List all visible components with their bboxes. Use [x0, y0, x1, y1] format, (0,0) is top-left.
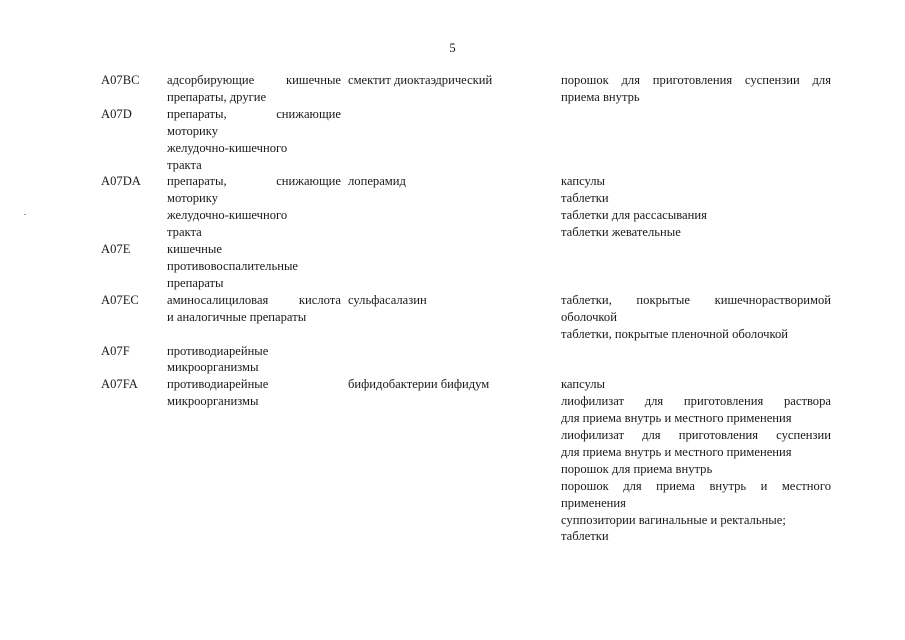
dosage-form-line: оболочкой — [561, 309, 617, 324]
table-row — [101, 106, 841, 174]
table-row — [101, 173, 841, 241]
dosage-form-line: таблетки для рассасывания — [561, 208, 707, 223]
pharmacological-group — [167, 72, 341, 106]
active-substance: смектит диоктаэдрический — [348, 73, 493, 87]
group-line: моторику — [167, 191, 219, 206]
group-line: препараты, снижающие — [167, 106, 341, 121]
atc-code: A07BC — [101, 73, 140, 87]
group-line: желудочно-кишечного — [167, 140, 288, 155]
dosage-form-line: применения — [561, 495, 626, 510]
group-line: микроорганизмы — [167, 360, 259, 375]
pharmacological-group — [167, 292, 341, 326]
dosage-form-line: капсулы — [561, 174, 606, 189]
atc-code: A07F — [101, 343, 130, 358]
scan-mark — [24, 214, 26, 215]
table-row — [101, 376, 841, 545]
group-line: препараты — [167, 275, 224, 290]
active-substance: бифидобактерии бифидум — [348, 377, 490, 392]
active-substance: сульфасалазин — [348, 292, 427, 307]
group-line: желудочно-кишечного — [167, 208, 288, 223]
dosage-form-line: порошок для приготовления суспензии для — [561, 73, 831, 87]
dosage-form-line: для приема внутрь и местного применения — [561, 444, 792, 459]
table-row — [101, 292, 841, 343]
group-line: противодиарейные — [167, 343, 269, 358]
group-line: тракта — [167, 225, 202, 240]
pharmacological-group — [167, 241, 341, 292]
dosage-forms — [561, 72, 831, 106]
dosage-form-line: таблетки — [561, 191, 609, 206]
atc-code: A07DA — [101, 174, 141, 189]
drug-classification-table — [101, 72, 841, 545]
group-line: кишечные — [167, 242, 222, 257]
group-line: аминосалициловая кислота — [167, 292, 341, 307]
page-number: 5 — [449, 41, 456, 55]
dosage-form-line: порошок для приема внутрь — [561, 461, 713, 476]
atc-code: A07D — [101, 106, 132, 121]
dosage-forms — [561, 173, 831, 241]
group-line: препараты, другие — [167, 89, 267, 104]
dosage-form-line: порошок для приема внутрь и местного — [561, 478, 831, 493]
group-line: адсорбирующие кишечные — [167, 73, 341, 87]
dosage-form-line: для приема внутрь и местного применения — [561, 411, 792, 426]
group-line: моторику — [167, 123, 219, 138]
dosage-form-line: лиофилизат для приготовления раствора — [561, 394, 831, 409]
table-row — [101, 343, 841, 377]
dosage-form-line: капсулы — [561, 377, 606, 392]
dosage-form-line: таблетки, покрытые пленочной оболочкой — [561, 326, 789, 341]
atc-code: A07E — [101, 242, 131, 257]
table-row — [101, 72, 841, 106]
dosage-form-line: лиофилизат для приготовления суспензии — [561, 428, 831, 443]
group-line: противовоспалительные — [167, 258, 299, 273]
pharmacological-group — [167, 106, 341, 174]
atc-code: A07FA — [101, 377, 138, 392]
group-line: микроорганизмы — [167, 394, 259, 409]
group-line: противодиарейные — [167, 377, 269, 392]
group-line: препараты, снижающие — [167, 174, 341, 189]
dosage-form-line: таблетки — [561, 529, 609, 544]
dosage-form-line: таблетки жевательные — [561, 225, 681, 240]
dosage-forms — [561, 292, 831, 343]
dosage-form-line: приема внутрь — [561, 89, 640, 104]
atc-code: A07EC — [101, 292, 139, 307]
pharmacological-group — [167, 376, 341, 410]
active-substance: лоперамид — [348, 174, 406, 189]
dosage-form-line: таблетки, покрытые кишечнорастворимой — [561, 292, 831, 307]
pharmacological-group — [167, 173, 341, 241]
group-line: тракта — [167, 157, 202, 172]
table-row — [101, 241, 841, 292]
pharmacological-group — [167, 343, 341, 377]
group-line: и аналогичные препараты — [167, 309, 307, 324]
dosage-forms — [561, 376, 831, 545]
dosage-form-line: суппозитории вагинальные и ректальные; — [561, 512, 786, 527]
